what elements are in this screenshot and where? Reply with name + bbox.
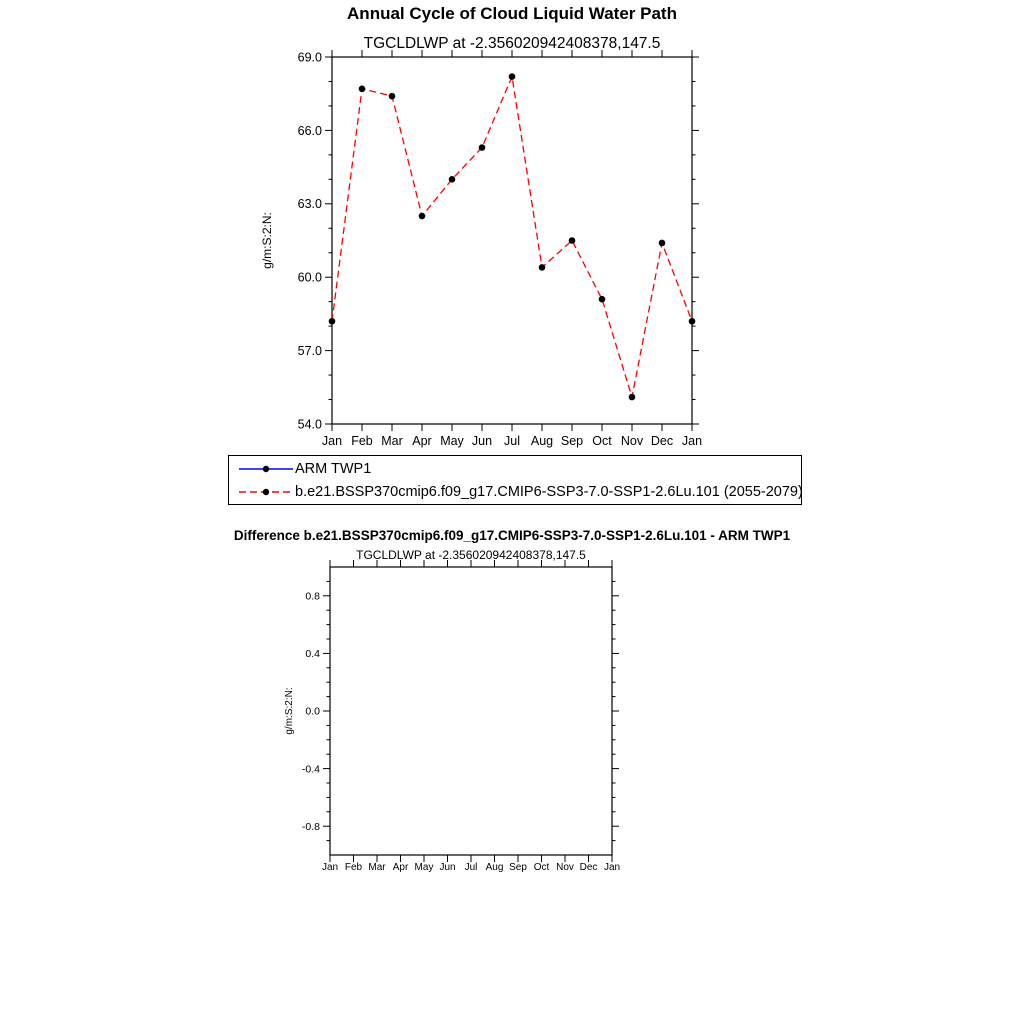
data-point-marker (479, 144, 486, 151)
data-point-marker (359, 86, 366, 93)
x-tick-label: Jul (464, 862, 478, 873)
x-tick-label: May (414, 862, 434, 873)
x-tick-label: Feb (351, 434, 373, 448)
chart-subtitle: TGCLDLWP at -2.356020942408378,147.5 (363, 35, 661, 52)
series-line (332, 77, 692, 398)
chart-subtitle: TGCLDLWP at -2.356020942408378,147.5 (356, 548, 586, 562)
x-tick-label: Sep (509, 862, 527, 873)
data-point-marker (659, 240, 666, 247)
data-point-marker (689, 318, 696, 325)
y-axis-label: g/m:S:2:N: (260, 212, 274, 269)
y-tick-label: 69.0 (297, 50, 322, 65)
x-tick-label: Jan (681, 434, 703, 448)
x-tick-label: Jul (504, 434, 520, 448)
x-tick-label: Jun (471, 434, 493, 448)
x-tick-label: Nov (556, 862, 574, 873)
x-tick-label: Aug (530, 434, 554, 448)
x-tick-label: Mar (368, 862, 386, 873)
legend-line-sample-dashed (237, 485, 295, 499)
legend-line-sample-solid (237, 462, 295, 476)
data-point-marker (599, 296, 606, 303)
x-tick-label: Jan (321, 862, 339, 873)
annual-cycle-chart (0, 28, 1024, 452)
difference-chart (0, 545, 1024, 880)
y-tick-label: 60.0 (297, 270, 322, 285)
legend-item-model-run (237, 480, 801, 503)
data-point-marker (389, 93, 396, 100)
data-point-marker (569, 237, 576, 244)
legend-marker-dot-icon (263, 488, 269, 494)
y-tick-label: 54.0 (297, 417, 322, 432)
x-tick-label: Oct (592, 434, 612, 448)
legend-label-arm-twp1: ARM TWP1 (295, 460, 372, 477)
data-point-marker (539, 264, 546, 271)
x-tick-label: Sep (560, 434, 584, 448)
x-tick-label: Apr (392, 862, 409, 873)
x-tick-label: Apr (412, 434, 432, 448)
y-tick-label: -0.8 (301, 820, 320, 833)
x-tick-label: Jun (439, 862, 456, 873)
x-tick-label: Dec (579, 862, 598, 873)
annual-cycle-title: Annual Cycle of Cloud Liquid Water Path (347, 4, 677, 23)
legend-item-arm-twp1 (237, 457, 801, 480)
x-tick-label: Nov (620, 434, 644, 448)
difference-title: Difference b.e21.BSSP370cmip6.f09_g17.CMIP6-SSP3-7.0-SSP1-2.6Lu.101 - ARM TWP1 (233, 528, 791, 543)
x-tick-label: Aug (485, 862, 504, 873)
y-tick-label: 0.8 (305, 590, 320, 603)
x-tick-label: Mar (381, 434, 403, 448)
x-tick-label: Jan (603, 862, 621, 873)
data-point-marker (509, 73, 516, 80)
x-tick-label: Feb (344, 862, 363, 873)
x-tick-label: Oct (533, 862, 550, 873)
y-axis-label: g/m:S:2:N: (284, 687, 295, 735)
data-point-marker (449, 176, 456, 183)
data-point-marker (629, 394, 636, 401)
data-point-marker (419, 213, 426, 220)
y-tick-label: 0.0 (305, 705, 320, 718)
plot-frame (330, 567, 612, 855)
x-tick-label: Dec (650, 434, 674, 448)
y-tick-label: 57.0 (297, 343, 322, 358)
legend-label-model-run: b.e21.BSSP370cmip6.f09_g17.CMIP6-SSP3-7.0-SSP1-2.6Lu.101 (2055-2079) (295, 483, 803, 500)
y-tick-label: -0.4 (301, 763, 320, 776)
data-point-marker (329, 318, 336, 325)
x-tick-label: Jan (321, 434, 343, 448)
y-tick-label: 63.0 (297, 197, 322, 212)
x-tick-label: May (440, 434, 464, 448)
y-tick-label: 0.4 (305, 648, 320, 661)
y-tick-label: 66.0 (297, 123, 322, 138)
plot-frame (332, 57, 692, 424)
legend-marker-dot-icon (263, 465, 269, 471)
chart-legend (228, 455, 802, 505)
